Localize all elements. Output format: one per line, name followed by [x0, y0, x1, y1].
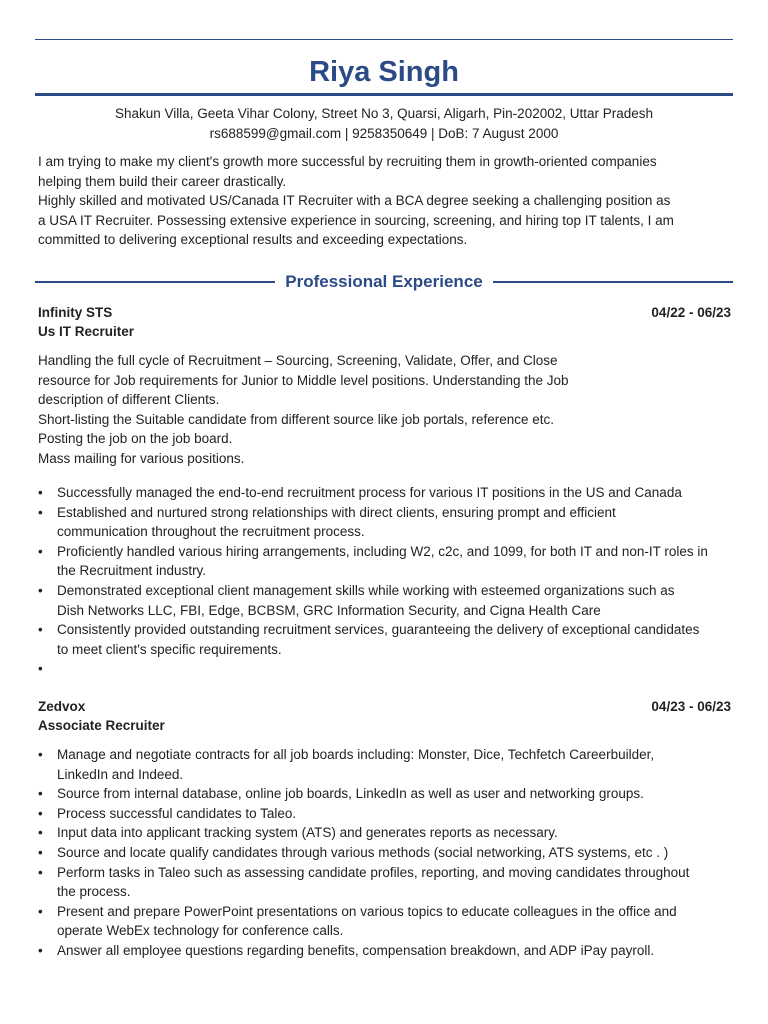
bullet-text: the process.: [57, 884, 131, 900]
job-dates: 04/23 - 06/23: [651, 699, 731, 714]
candidate-name: Riya Singh: [309, 56, 459, 88]
bullet-item: [38, 503, 738, 542]
job-company-row: [38, 697, 731, 716]
top-divider: [35, 39, 733, 40]
bullet-text: [57, 659, 738, 679]
bullet-marker: •: [38, 805, 43, 821]
job-company: Infinity STS: [38, 305, 113, 320]
bullet-text: Present and prepare PowerPoint presentations on various topics to educate colleagues in the office and: [57, 903, 677, 919]
bullet-text: Source from internal database, online job boards, LinkedIn as well as user and networking groups.: [57, 786, 644, 802]
bullet-text: Consistently provided outstanding recruitment services, guaranteeing the delivery of exceptional candidates: [57, 622, 700, 638]
job-title-row: [38, 716, 731, 735]
bullet-text: communication throughout the recruitment process.: [57, 524, 365, 540]
bullet-marker: •: [38, 786, 43, 802]
job-title: Us IT Recruiter: [38, 324, 135, 339]
bullet-item: [38, 745, 738, 784]
bullet-text: Proficiently handled various hiring arrangements, including W2, c2c, and 1099, for both IT and non-IT roles in: [57, 543, 708, 559]
description-line: description of different Clients.: [38, 392, 220, 408]
bullet-marker: •: [38, 942, 43, 958]
bullet-text: Process successful candidates to Taleo.: [57, 805, 297, 821]
bullet-item: [38, 823, 738, 843]
bullet-marker: •: [38, 485, 43, 500]
bullet-marker: •: [38, 844, 43, 860]
bullet-text: operate WebEx technology for conference calls.: [57, 923, 344, 939]
bullet-marker: •: [38, 582, 43, 598]
section-rule-right: [493, 281, 733, 283]
description-line: resource for Job requirements for Junior to Middle level positions. Understanding the Job: [38, 372, 569, 388]
job-title: Associate Recruiter: [38, 718, 165, 733]
bullet-marker: •: [38, 661, 43, 677]
bullet-text: Demonstrated exceptional client management skills while working with esteemed organizations such as: [57, 582, 675, 598]
job-company: Zedvox: [38, 699, 86, 714]
job-dates: 04/22 - 06/23: [651, 305, 731, 320]
summary-line: a USA IT Recruiter. Possessing extensive experience in sourcing, screening, and hiring top IT talents, I am: [38, 212, 674, 228]
bullet-text: Successfully managed the end-to-end recruitment process for various IT positions in the US and Canada: [57, 485, 682, 500]
bullet-marker: •: [38, 622, 43, 638]
bullet-text: Manage and negotiate contracts for all job boards including: Monster, Dice, Techfetch Careerbuilder,: [57, 747, 655, 762]
bullet-item: [38, 620, 738, 659]
summary-line: Highly skilled and motivated US/Canada IT Recruiter with a BCA degree seeking a challenging position as: [38, 193, 671, 209]
summary-line: committed to delivering exceptional results and exceeding expectations.: [38, 232, 468, 248]
job-bullets: [38, 483, 738, 679]
bullet-item: [38, 542, 738, 581]
bullet-text: the Recruitment industry.: [57, 563, 207, 579]
description-line: Posting the job on the job board.: [38, 431, 233, 447]
bullet-text: Answer all employee questions regarding benefits, compensation breakdown, and ADP iPay payroll.: [57, 942, 655, 958]
bullet-text: Established and nurtured strong relationships with direct clients, ensuring prompt and efficient: [57, 504, 616, 520]
contact-block: [0, 104, 768, 144]
bullet-item-empty: [38, 659, 738, 679]
bullet-marker: •: [38, 825, 43, 841]
address-line: Shakun Villa, Geeta Vihar Colony, Street No 3, Quarsi, Aligarh, Pin-202002, Uttar Pradesh: [114, 106, 654, 121]
bullet-item: [38, 804, 738, 824]
section-title: Professional Experience: [285, 272, 483, 291]
bullet-marker: •: [38, 903, 43, 919]
bullet-item: [38, 902, 738, 941]
bullet-item: [38, 863, 738, 902]
job-company-row: [38, 303, 731, 322]
description-line: Handling the full cycle of Recruitment – Sourcing, Screening, Validate, Offer, and Close: [38, 353, 558, 368]
bullet-text: to meet client's specific requirements.: [57, 641, 282, 657]
bullet-item: [38, 581, 738, 620]
summary: [38, 152, 738, 250]
bullet-text: LinkedIn and Indeed.: [57, 766, 184, 782]
bullet-marker: •: [38, 543, 43, 559]
section-header-experience: [35, 270, 733, 294]
job-description: [38, 351, 738, 469]
bullet-item: [38, 941, 738, 961]
job-title-row: [38, 322, 731, 341]
name-divider: [35, 93, 733, 96]
bullet-text: Source and locate qualify candidates through various methods (social networking, ATS systems, etc . ): [57, 844, 669, 860]
job-bullets: [38, 745, 738, 961]
description-line: Mass mailing for various positions.: [38, 450, 245, 466]
contact-line: rs688599@gmail.com | 9258350649 | DoB: 7 August 2000: [209, 126, 559, 141]
summary-line: helping them build their career drastically.: [38, 173, 287, 189]
bullet-item: [38, 784, 738, 804]
bullet-item: [38, 483, 738, 503]
bullet-text: Dish Networks LLC, FBI, Edge, BCBSM, GRC Information Security, and Cigna Health Care: [57, 602, 601, 618]
bullet-text: Perform tasks in Taleo such as assessing candidate profiles, reporting, and moving candidates throughout: [57, 864, 690, 880]
bullet-marker: •: [38, 504, 43, 520]
bullet-text: Input data into applicant tracking system (ATS) and generates reports as necessary.: [57, 825, 558, 841]
bullet-marker: •: [38, 864, 43, 880]
bullet-marker: •: [38, 747, 43, 762]
bullet-item: [38, 843, 738, 863]
description-line: Short-listing the Suitable candidate from different source like job portals, reference etc.: [38, 411, 555, 427]
summary-line: I am trying to make my client's growth more successful by recruiting them in growth-oriented companies: [38, 154, 657, 169]
